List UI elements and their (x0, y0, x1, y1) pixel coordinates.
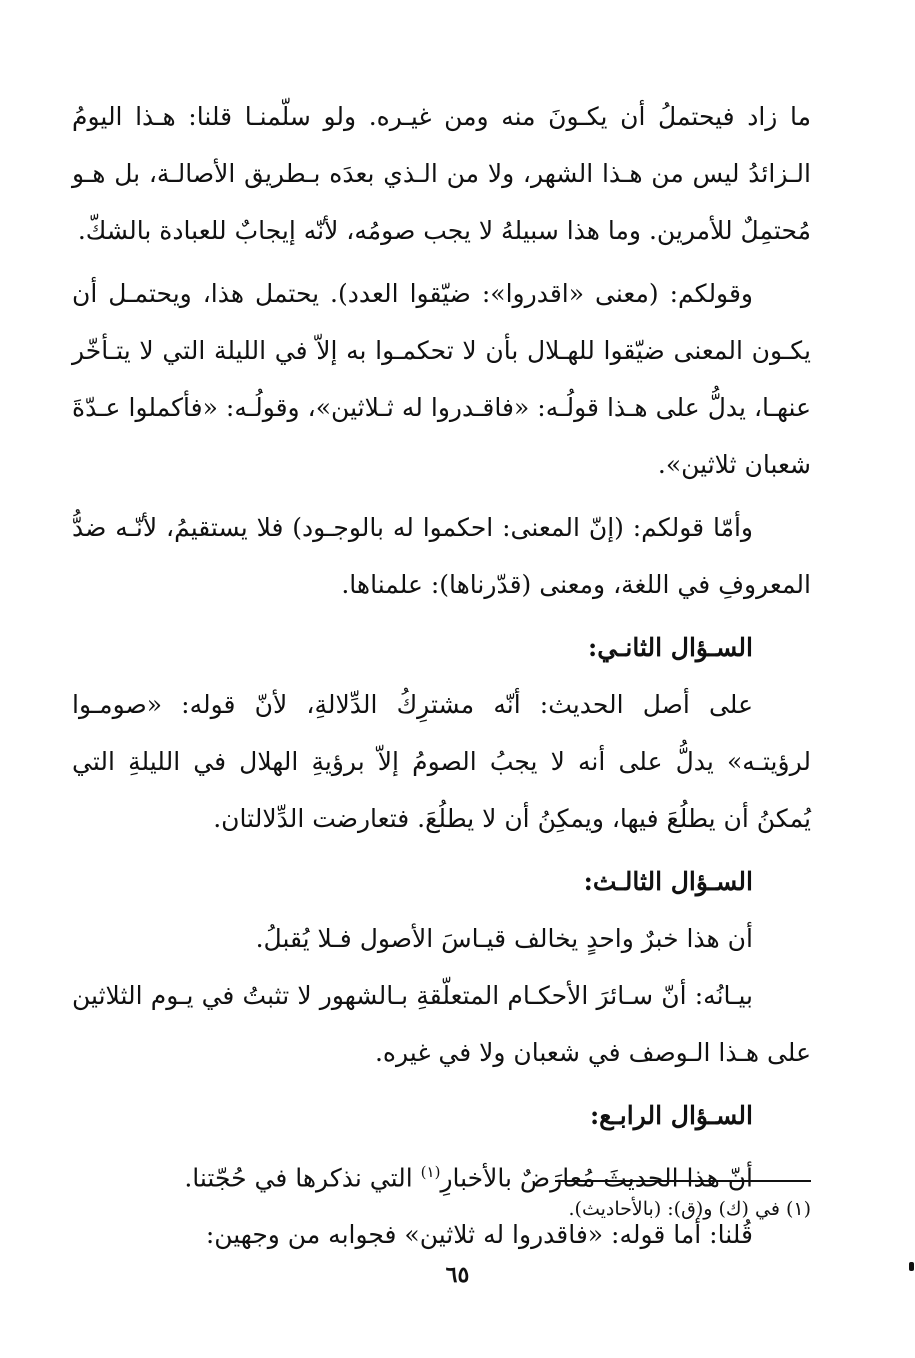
page-number: ٦٥ (445, 1262, 470, 1288)
margin-mark (909, 1262, 914, 1271)
paragraph-iqdiru: وقولكم: (معنى «اقدروا»: ضيّقوا العدد). يحتمل هذا، ويحتمـل أن يكـون المعنى ضيّقوا للهـلال بأن لا تحكمـوا به إلاّ في الليلة التي لا يتـأخّر عنهـا، يدلُّ على هـذا قولُـه: «فاقـدروا له ثـلاثين»، وقولُـه: «فأكملوا عـدّةَ شعبان ثلاثين». (72, 279, 811, 479)
question-4-text-before: أنّ هذا الحديثَ مُعارَضٌ بالأخبارِ (440, 1163, 753, 1193)
question-2-text: على أصل الحديث: أنّه مشترِكُ الدِّلالةِ، لأنّ قوله: «صومـوا لرؤيتـه» يدلُّ على أنه لا يجبُ الصومُ إلاّ برؤيةِ الهلال في الليلةِ التي يُمكنُ أن يطلُعَ فيها، ويمكِنُ أن لا يطلُعَ. فتعارضت الدِّلالتان. (72, 690, 811, 833)
question-3-line: أن هذا خبرٌ واحدٍ يخالف قيـاسَ الأصول فـلا يُقبلُ. (255, 924, 753, 953)
question-3-text: بيـانُه: أنّ سـائرَ الأحكـام المتعلّقةِ بـالشهور لا تثبتُ في يـوم الثلاثين على هـذا الـوصف في شعبان ولا في غيره. (72, 981, 811, 1067)
answer-line: قُلنا: أما قوله: «فاقدروا له ثلاثين» فجوابه من وجهين: (205, 1220, 753, 1250)
footnote-reference[interactable]: (١) (420, 1163, 441, 1181)
question-2-heading: السـؤال الثانـي: (588, 633, 753, 662)
paragraph-continuation: ما زاد فيحتملُ أن يكـونَ منه ومن غيـره. ولو سلّمنـا قلنا: هـذا اليومُ الـزائدُ ليس من هـذا الشهر، ولا من الـذي بعدَه بـطريق الأصالـة، بل هـو مُحتمِلٌ للأمرين. وما هذا سبيلهُ لا يجب صومُه، لأنّه إيجابٌ للعبادة بالشكّ. (72, 102, 811, 245)
footnote-divider (555, 1180, 811, 1182)
question-4-heading: السـؤال الرابـع: (589, 1101, 753, 1130)
main-text (72, 88, 811, 1263)
paragraph-hkmu: وأمّا قولكم: (إنّ المعنى: احكموا له بالوجـود) فلا يستقيمُ، لأنّـه ضدُّ المعروفِ في اللغة، ومعنى (قدّرناها): علمناها. (72, 513, 811, 599)
question-4-text-after: التي نذكرها في حُجّتنا. (184, 1163, 421, 1193)
question-3-heading: السـؤال الثالـث: (583, 867, 753, 896)
footnote: (١) في (ك) و(ق): (بالأحاديث). (568, 1198, 811, 1220)
